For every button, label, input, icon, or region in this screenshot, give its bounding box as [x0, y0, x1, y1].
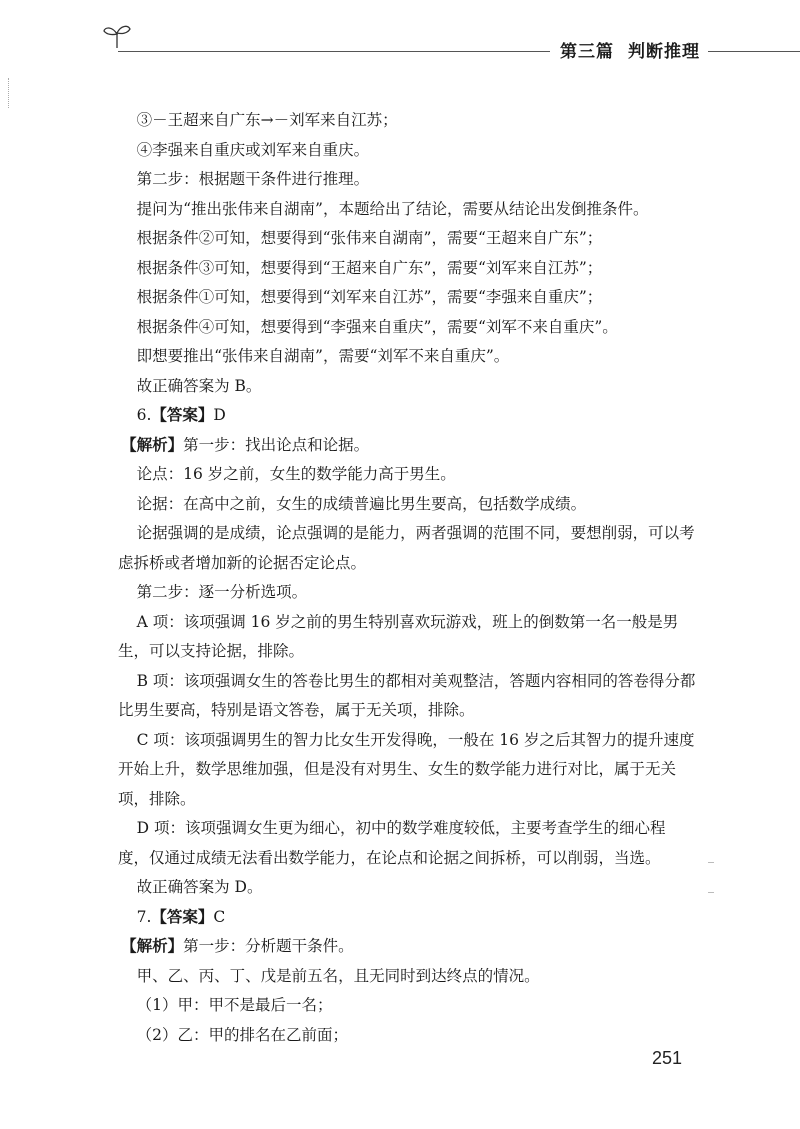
- page-number: 251: [652, 1048, 683, 1068]
- q7-answer-value: C: [213, 907, 226, 926]
- text-line: 故正确答案为 B。: [136, 376, 262, 395]
- page-body: [118, 106, 696, 1050]
- text-line: 甲、乙、丙、丁、戊是前五名，且无同时到达终点的情况。: [136, 966, 540, 985]
- option-d-paragraph: D 项：该项强调女生更为细心，初中的数学难度较低，主要考查学生的细心程度，仅通过成绩无法看出数学能力，在论点和论据之间拆桥，可以削弱，当选。: [118, 819, 666, 867]
- text-line: 根据条件①可知，想要得到“刘军来自江苏”，需要“李强来自重庆”；: [136, 288, 603, 306]
- q7-analysis-intro: 第一步：分析题干条件。: [183, 937, 354, 955]
- q6-analysis-label: 【解析】: [121, 435, 184, 454]
- option-a-paragraph: A 项：该项强调 16 岁之前的男生特别喜欢玩游戏，班上的倒数第一名一般是男生，可以支持论据，排除。: [118, 612, 679, 660]
- chapter-part: 第三篇: [560, 42, 614, 62]
- header-rule-right: [708, 51, 800, 52]
- chapter-title: [560, 37, 700, 62]
- margin-tick: [708, 862, 714, 863]
- q7-answer-line: [118, 903, 696, 933]
- sprout-icon: [100, 22, 134, 50]
- q7-analysis-line: [118, 932, 696, 962]
- text-line: 提问为“推出张伟来自湖南”，本题给出了结论，需要从结论出发倒推条件。: [136, 199, 649, 218]
- text-line: （2）乙：甲的排名在乙前面；: [136, 1025, 348, 1044]
- option-b-paragraph: B 项：该项强调女生的答卷比男生的都相对美观整洁，答题内容相同的答卷得分都比男生要高，特别是语文答卷，属于无关项，排除。: [118, 671, 696, 719]
- q6-answer-line: [118, 401, 696, 431]
- text-line: 即想要推出“张伟来自湖南”，需要“刘军不来自重庆”。: [136, 347, 510, 365]
- header-rule-left: [118, 51, 550, 52]
- text-line: （1）甲：甲不是最后一名；: [136, 996, 333, 1014]
- q6-analysis-line: [118, 431, 696, 461]
- text-line: 根据条件②可知，想要得到“张伟来自湖南”，需要“王超来自广东”；: [136, 229, 603, 247]
- q7-answer-label: 【答案】: [151, 907, 214, 926]
- q7-number: 7.: [136, 907, 152, 926]
- q6-analysis-intro: 第一步：找出论点和论据。: [183, 435, 370, 454]
- text-line: 第二步：根据题干条件进行推理。: [136, 170, 370, 188]
- text-line: 根据条件④可知，想要得到“李强来自重庆”，需要“刘军不来自重庆”。: [136, 317, 618, 336]
- text-line: 论点：16 岁之前，女生的数学能力高于男生。: [136, 465, 456, 483]
- margin-tick: [708, 892, 714, 893]
- option-c-paragraph: C 项：该项强调男生的智力比女生开发得晚，一般在 16 岁之后其智力的提升速度开始上升，数学思维加强，但是没有对男生、女生的数学能力进行对比，属于无关项，排除。: [118, 730, 695, 808]
- q7-analysis-label: 【解析】: [121, 937, 184, 955]
- q6-number: 6.: [136, 406, 152, 424]
- text-line: 根据条件③可知，想要得到“王超来自广东”，需要“刘军来自江苏”；: [136, 258, 603, 277]
- text-line: 第二步：逐一分析选项。: [136, 583, 308, 601]
- q6-answer-label: 【答案】: [151, 406, 214, 424]
- text-line: 论据：在高中之前，女生的成绩普遍比男生要高，包括数学成绩。: [136, 494, 587, 513]
- page-header: [0, 0, 800, 80]
- chapter-name: 判断推理: [628, 42, 700, 62]
- margin-mark: [8, 78, 13, 108]
- q6-answer-value: D: [213, 406, 226, 424]
- text-line: ④李强来自重庆或刘军来自重庆。: [136, 140, 370, 159]
- text-paragraph: 论据强调的是成绩，论点强调的是能力，两者强调的范围不同，要想削弱，可以考虑拆桥或者增加新的论据否定论点。: [118, 524, 695, 572]
- text-line: ③－王超来自广东→－刘军来自江苏；: [136, 111, 398, 129]
- text-line: 故正确答案为 D。: [136, 878, 263, 896]
